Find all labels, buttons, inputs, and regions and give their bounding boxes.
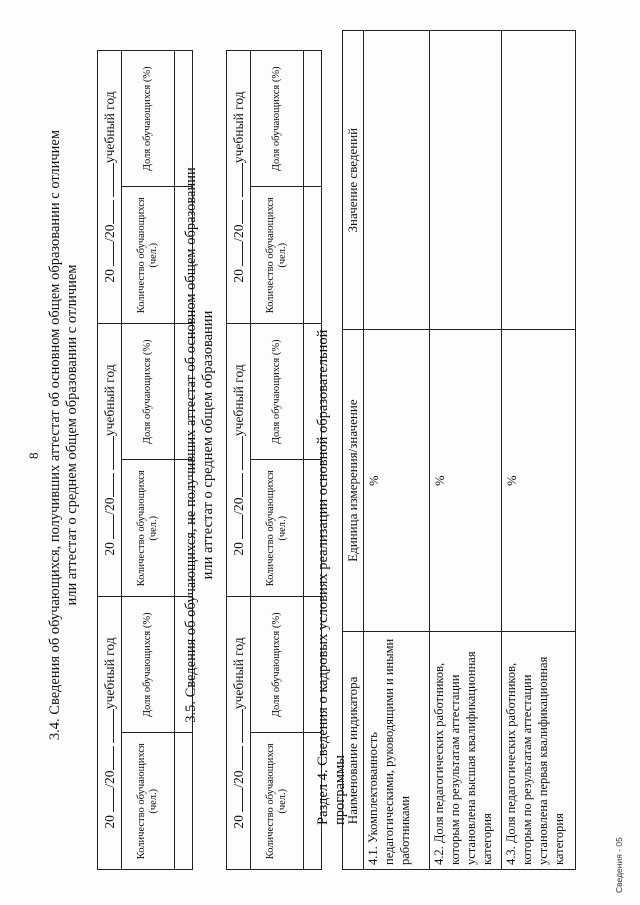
section-3-4-title [47, 45, 81, 825]
share-header: Доля обучающихся (%) [251, 597, 304, 734]
year-cell-2: 20 /20 учебный год [227, 324, 251, 597]
footer-note: Сведения - 05 [614, 837, 624, 893]
section-3-5-title-line2: или аттестат о среднем общем образовании [200, 310, 216, 580]
page-number: 8 [26, 452, 41, 459]
indicator-unit: % [502, 330, 576, 631]
table-row [502, 31, 576, 870]
indicator-value [364, 31, 430, 330]
sub-header-row [122, 51, 175, 870]
year-cell-1: 20 /20 учебный год [227, 597, 251, 870]
table-row [364, 31, 430, 870]
section-3-5-title [183, 85, 217, 805]
empty-cell [304, 51, 322, 188]
header-value: Значение сведений [343, 31, 364, 330]
sub-header-row [251, 51, 304, 870]
section-3-4-title-line1: 3.4. Сведения об обучающихся, получивших аттестат об основном общем образовании с отличием [47, 129, 63, 741]
count-header: Количество обучающихся (чел.) [122, 187, 175, 324]
count-header: Количество обучающихся (чел.) [251, 733, 304, 870]
header-indicator: Наименование индикатора [343, 631, 364, 869]
indicator-name: 4.2. Доля педагогических работников, которым по результатам аттестации установлена высшая квалификационная категория [430, 631, 502, 869]
count-header: Количество обучающихся (чел.) [122, 460, 175, 597]
year-cell-3: 20 /20 учебный год [98, 51, 122, 324]
year-cell-1: 20 /20 учебный год [98, 597, 122, 870]
section-4-table [342, 30, 576, 870]
section-3-4-title-line2: или аттестат о среднем общем образовании с отличием [64, 264, 80, 606]
share-header: Доля обучающихся (%) [122, 597, 175, 734]
count-header: Количество обучающихся (чел.) [251, 187, 304, 324]
section-4-title: Раздел 4. Сведения о кадровых условиях реализации основной образовательной программы [315, 329, 348, 825]
section-3-5-table [226, 50, 322, 870]
section-3-4-table [97, 50, 193, 870]
table-row [430, 31, 502, 870]
year-header-row [227, 51, 251, 870]
count-header: Количество обучающихся (чел.) [122, 733, 175, 870]
year-cell-3: 20 /20 учебный год [227, 51, 251, 324]
section-3-5-title-line1: 3.5. Сведения об обучающихся, не получивших аттестат об основном общем образовании [183, 167, 199, 723]
indicator-name: 4.1. Укомплектованность педагогическими, руководящими и иными работниками [364, 631, 430, 869]
indicator-name: 4.3. Доля педагогических работников, которым по результатам аттестации установлена первая квалификационная категория [502, 631, 576, 869]
share-header: Доля обучающихся (%) [122, 324, 175, 461]
share-header: Доля обучающихся (%) [122, 51, 175, 188]
indicator-unit: % [430, 330, 502, 631]
header-unit: Единица измерения/значение [343, 330, 364, 631]
count-header: Количество обучающихся (чел.) [251, 460, 304, 597]
share-header: Доля обучающихся (%) [251, 51, 304, 188]
section-4-header-row [343, 31, 364, 870]
year-header-row [98, 51, 122, 870]
year-cell-2: 20 /20 учебный год [98, 324, 122, 597]
share-header: Доля обучающихся (%) [251, 324, 304, 461]
indicator-unit: % [364, 330, 430, 631]
indicator-value [502, 31, 576, 330]
indicator-value [430, 31, 502, 330]
